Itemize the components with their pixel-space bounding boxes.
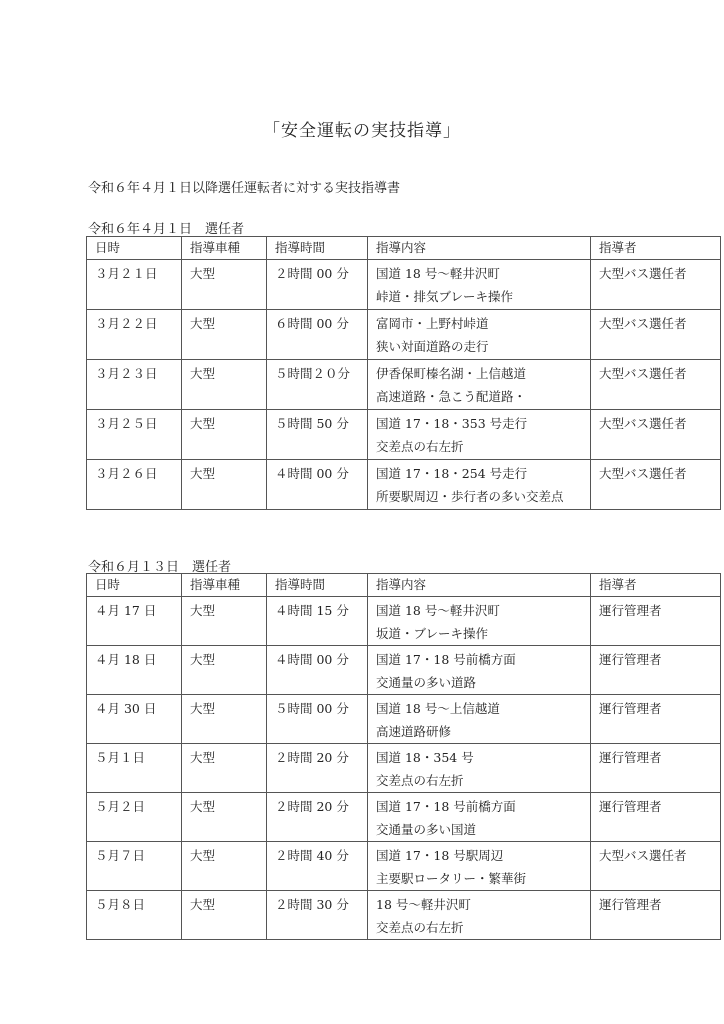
cell-vehicle-type: 大型 bbox=[182, 891, 267, 940]
content-line: 坂道・ブレーキ操作 bbox=[376, 626, 489, 641]
header-content: 指導内容 bbox=[368, 237, 591, 260]
document-title: 「安全運転の実技指導」 bbox=[263, 121, 461, 141]
cell-instructor: 大型バス選任者 bbox=[591, 460, 721, 510]
header-date: 日時 bbox=[87, 574, 182, 597]
content-line: 峠道・排気ブレーキ操作 bbox=[376, 289, 514, 304]
cell-duration: ２時間 00 分 bbox=[267, 260, 368, 310]
table-row bbox=[87, 891, 721, 940]
cell-content bbox=[368, 891, 591, 940]
table-row bbox=[87, 646, 721, 695]
content-line: 国道 18 号～上信越道 bbox=[376, 701, 500, 716]
table-row bbox=[87, 260, 721, 310]
cell-vehicle-type: 大型 bbox=[182, 310, 267, 360]
cell-duration: ５時間 50 分 bbox=[267, 410, 368, 460]
cell-content bbox=[368, 744, 591, 793]
header-date: 日時 bbox=[87, 237, 182, 260]
cell-content bbox=[368, 597, 591, 646]
content-line: 所要駅周辺・歩行者の多い交差点 bbox=[376, 489, 564, 504]
cell-instructor: 大型バス選任者 bbox=[591, 410, 721, 460]
cell-instructor: 大型バス選任者 bbox=[591, 310, 721, 360]
cell-duration: ４時間 00 分 bbox=[267, 460, 368, 510]
cell-duration: ４時間 00 分 bbox=[267, 646, 368, 695]
content-line: 富岡市・上野村峠道 bbox=[376, 316, 489, 331]
cell-content bbox=[368, 310, 591, 360]
cell-instructor: 大型バス選任者 bbox=[591, 260, 721, 310]
cell-date: ５月７日 bbox=[87, 842, 182, 891]
cell-content bbox=[368, 460, 591, 510]
cell-date: ５月８日 bbox=[87, 891, 182, 940]
cell-duration: ４時間 15 分 bbox=[267, 597, 368, 646]
cell-vehicle-type: 大型 bbox=[182, 744, 267, 793]
table-row bbox=[87, 410, 721, 460]
cell-date: ３月２３日 bbox=[87, 360, 182, 410]
cell-instructor: 運行管理者 bbox=[591, 646, 721, 695]
cell-instructor: 大型バス選任者 bbox=[591, 360, 721, 410]
content-line: 国道 17・18 号前橋方面 bbox=[376, 799, 516, 814]
cell-content bbox=[368, 410, 591, 460]
content-line: 国道 18・354 号 bbox=[376, 750, 474, 765]
content-line: 伊香保町榛名湖・上信越道 bbox=[376, 366, 527, 381]
cell-instructor: 運行管理者 bbox=[591, 793, 721, 842]
cell-vehicle-type: 大型 bbox=[182, 410, 267, 460]
table-row bbox=[87, 842, 721, 891]
table-row bbox=[87, 360, 721, 410]
cell-content bbox=[368, 360, 591, 410]
content-line: 狭い対面道路の走行 bbox=[376, 339, 489, 354]
cell-instructor: 運行管理者 bbox=[591, 597, 721, 646]
section-label: 令和６年４月１日 選任者 bbox=[88, 222, 245, 237]
content-line: 高速道路・急こう配道路・ bbox=[376, 389, 527, 404]
table-header-row bbox=[87, 574, 721, 597]
cell-date: ３月２６日 bbox=[87, 460, 182, 510]
cell-date: ４月 17 日 bbox=[87, 597, 182, 646]
content-line: 交通量の多い国道 bbox=[376, 822, 477, 837]
cell-duration: ６時間 00 分 bbox=[267, 310, 368, 360]
content-line: 交差点の右左折 bbox=[376, 773, 464, 788]
cell-vehicle-type: 大型 bbox=[182, 260, 267, 310]
content-line: 国道 18 号～軽井沢町 bbox=[376, 603, 500, 618]
content-line: 高速道路研修 bbox=[376, 724, 452, 739]
cell-instructor: 大型バス選任者 bbox=[591, 842, 721, 891]
header-instructor: 指導者 bbox=[591, 574, 721, 597]
header-duration: 指導時間 bbox=[267, 237, 368, 260]
header-vehicle-type: 指導車種 bbox=[182, 574, 267, 597]
content-line: 交通量の多い道路 bbox=[376, 675, 477, 690]
cell-vehicle-type: 大型 bbox=[182, 695, 267, 744]
schedule-table bbox=[86, 573, 721, 940]
content-line: 交差点の右左折 bbox=[376, 439, 464, 454]
content-line: 国道 17・18 号前橋方面 bbox=[376, 652, 516, 667]
cell-duration: ２時間 30 分 bbox=[267, 891, 368, 940]
cell-content bbox=[368, 695, 591, 744]
table-row bbox=[87, 460, 721, 510]
table-header-row bbox=[87, 237, 721, 260]
content-line: 国道 17・18・254 号走行 bbox=[376, 466, 528, 481]
cell-instructor: 運行管理者 bbox=[591, 891, 721, 940]
table-row bbox=[87, 597, 721, 646]
content-line: 国道 17・18・353 号走行 bbox=[376, 416, 528, 431]
cell-content bbox=[368, 793, 591, 842]
document-subtitle: 令和６年４月１日以降選任運転者に対する実技指導書 bbox=[88, 181, 401, 196]
cell-date: ３月２２日 bbox=[87, 310, 182, 360]
cell-date: ３月２５日 bbox=[87, 410, 182, 460]
table-row bbox=[87, 744, 721, 793]
cell-content bbox=[368, 646, 591, 695]
header-instructor: 指導者 bbox=[591, 237, 721, 260]
content-line: 交差点の右左折 bbox=[376, 920, 464, 935]
cell-vehicle-type: 大型 bbox=[182, 360, 267, 410]
cell-vehicle-type: 大型 bbox=[182, 460, 267, 510]
cell-vehicle-type: 大型 bbox=[182, 597, 267, 646]
content-line: 国道 18 号～軽井沢町 bbox=[376, 266, 500, 281]
cell-instructor: 運行管理者 bbox=[591, 744, 721, 793]
cell-content bbox=[368, 842, 591, 891]
section-label: 令和６月１３日 選任者 bbox=[88, 560, 232, 575]
cell-date: ４月 30 日 bbox=[87, 695, 182, 744]
content-line: 国道 17・18 号駅周辺 bbox=[376, 848, 504, 863]
schedule-table bbox=[86, 236, 721, 510]
content-line: 主要駅ロータリー・繁華街 bbox=[376, 871, 527, 886]
cell-vehicle-type: 大型 bbox=[182, 793, 267, 842]
cell-content bbox=[368, 260, 591, 310]
header-duration: 指導時間 bbox=[267, 574, 368, 597]
cell-duration: ２時間 20 分 bbox=[267, 744, 368, 793]
header-content: 指導内容 bbox=[368, 574, 591, 597]
content-line: 18 号～軽井沢町 bbox=[376, 897, 471, 912]
header-vehicle-type: 指導車種 bbox=[182, 237, 267, 260]
cell-duration: ５時間２０分 bbox=[267, 360, 368, 410]
table-row bbox=[87, 793, 721, 842]
cell-date: ５月１日 bbox=[87, 744, 182, 793]
cell-duration: ２時間 20 分 bbox=[267, 793, 368, 842]
cell-vehicle-type: 大型 bbox=[182, 842, 267, 891]
table-row bbox=[87, 695, 721, 744]
cell-date: ５月２日 bbox=[87, 793, 182, 842]
cell-date: ３月２１日 bbox=[87, 260, 182, 310]
cell-date: ４月 18 日 bbox=[87, 646, 182, 695]
cell-instructor: 運行管理者 bbox=[591, 695, 721, 744]
cell-vehicle-type: 大型 bbox=[182, 646, 267, 695]
cell-duration: ２時間 40 分 bbox=[267, 842, 368, 891]
table-row bbox=[87, 310, 721, 360]
cell-duration: ５時間 00 分 bbox=[267, 695, 368, 744]
